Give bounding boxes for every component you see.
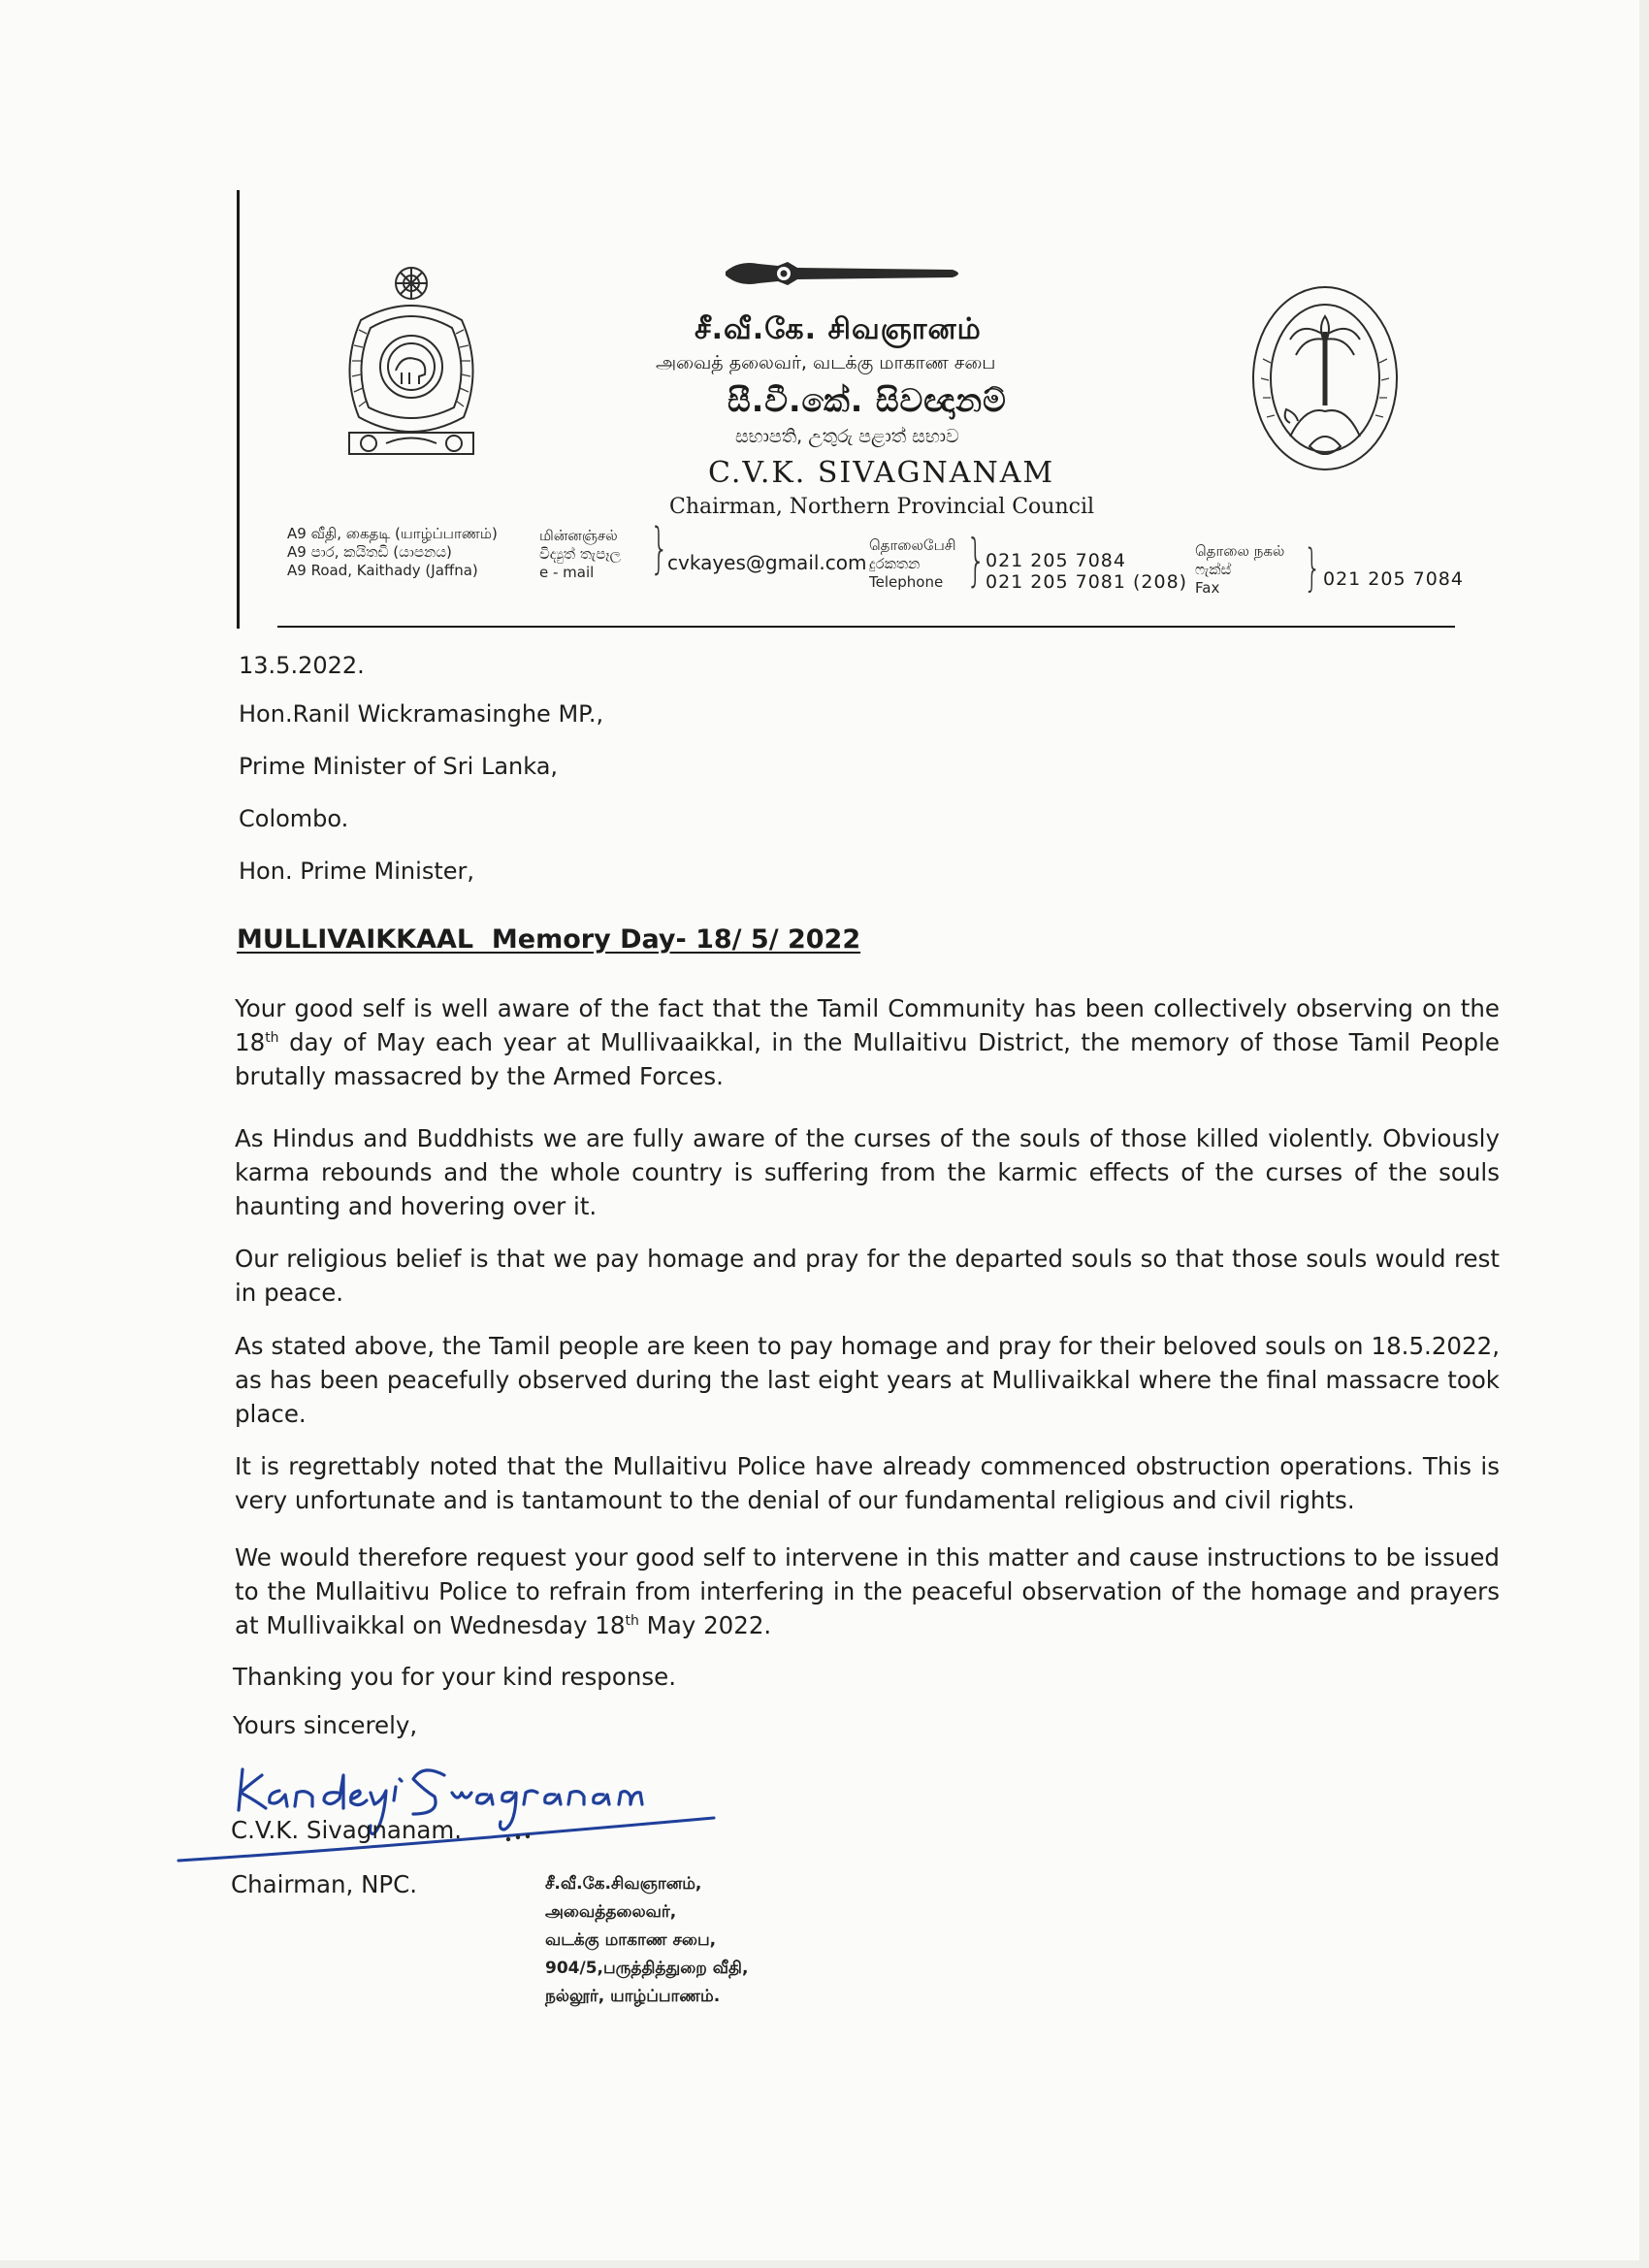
- fax-number: 021 205 7084: [1323, 568, 1464, 590]
- telephone-labels: [869, 536, 956, 592]
- paragraph-1: [235, 991, 1500, 1093]
- paragraph-5: It is regrettably noted that the Mullaitivu Police have already commenced obstruction operations. This is very unfortunate and is tantamount to the denial of our fundamental religious and civil rights.: [235, 1452, 1500, 1514]
- stamp-line: நல்லூர், யாழ்ப்பாணம்.: [545, 1987, 721, 2006]
- handwritten-signature: [171, 1736, 724, 1872]
- fax-label: ෆැක්ස්: [1195, 561, 1232, 578]
- letterhead-name-english: C.V.K. SIVAGNANAM: [708, 456, 1055, 490]
- telephone-label: දුරකතන: [869, 555, 921, 572]
- telephone-number: 021 205 7081 (208): [986, 571, 1188, 593]
- stamp-line: சீ.வீ.கே.சிவஞானம்,: [545, 1874, 702, 1894]
- recipient-line: Prime Minister of Sri Lanka,: [239, 753, 559, 780]
- telephone-numbers: [986, 550, 1187, 593]
- signatory-name: C.V.K. Sivagnanam.: [231, 1816, 463, 1844]
- recipient-line: Hon.Ranil Wickramasinghe MP.,: [239, 700, 604, 728]
- signatory-title: Chairman, NPC.: [231, 1870, 418, 1898]
- letterhead-title-sinhala: සභාපති, උතුරු පළාත් සභාව: [735, 426, 959, 447]
- letter-subject: MULLIVAIKKAAL Memory Day- 18/ 5/ 2022: [237, 924, 861, 955]
- brace-icon: }: [1304, 539, 1322, 598]
- telephone-label: தொலைபேசி: [869, 536, 956, 554]
- letterhead-address: [287, 525, 498, 580]
- stamp-line: 904/5,பருத்தித்துறை வீதி,: [545, 1959, 749, 1978]
- pen-ornament-icon: [720, 254, 968, 293]
- fax-label: Fax: [1195, 579, 1220, 597]
- recipient-line: Colombo.: [239, 805, 349, 832]
- thanks-line: Thanking you for your kind response.: [233, 1663, 676, 1691]
- salutation: Hon. Prime Minister,: [239, 858, 474, 885]
- paragraph-text: We would therefore request your good self to intervene in this matter and cause instructions to be issued to the Mullaitivu Police to refrain from interfering in the peaceful observation of the homage and prayers at Mullivaikkal on Wednesday 18: [235, 1543, 1500, 1639]
- stamp-line: வடக்கு மாகாண சபை,: [545, 1930, 717, 1950]
- address-stamp: [545, 1870, 748, 2011]
- paragraph-4: As stated above, the Tamil people are keen to pay homage and pray for their beloved souls on 18.5.2022, as has been peacefully observed during the last eight years at Mullivaikkal where the final massacre took place.: [235, 1332, 1500, 1428]
- fax-label: தொலை நகல்: [1195, 542, 1285, 560]
- telephone-number: 021 205 7084: [986, 550, 1126, 571]
- address-line: A9 පාර, කයිතඩි (යාපනය): [287, 543, 452, 561]
- letterhead-name-tamil: சீ.வீ.கே. சிவஞானம்: [695, 312, 982, 346]
- closing-line: Yours sincerely,: [233, 1711, 418, 1739]
- superscript: th: [625, 1612, 639, 1629]
- email-address[interactable]: cvkayes@gmail.com: [667, 551, 867, 574]
- letterhead-title-tamil: அவைத் தலைவர், வடக்கு மாகாண சபை: [656, 352, 996, 373]
- paragraph-text: May 2022.: [638, 1611, 772, 1639]
- letterhead-title-english: Chairman, Northern Provincial Council: [669, 495, 1095, 519]
- email-label: மின்னஞ்சல்: [539, 527, 618, 544]
- paragraph-6: [235, 1540, 1500, 1642]
- email-labels: [539, 527, 621, 582]
- paragraph-text: Your good self is well aware of the fact that the Tamil Community has been collectively observing on the 18: [235, 994, 1500, 1056]
- northern-provincial-council-emblem-icon: [1247, 281, 1403, 475]
- paragraph-2: As Hindus and Buddhists we are fully aware of the curses of the souls of those killed violently. Obviously karma rebounds and the whole country is suffering from the karmic effects of the curses of the souls haunting and hovering over it.: [235, 1124, 1500, 1220]
- letterhead-name-sinhala: සී.වී.කේ. සිවඥානම්: [728, 381, 1007, 419]
- paragraph-3: Our religious belief is that we pay homage and pray for the departed souls so that those souls would rest in peace.: [235, 1245, 1500, 1307]
- email-label: e - mail: [539, 564, 595, 581]
- email-label: විද්‍යුත් තැපෑල: [539, 545, 621, 563]
- sri-lanka-emblem-icon: [338, 262, 485, 462]
- paragraph-text: day of May each year at Mullivaaikkal, in the Mullaitivu District, the memory of those Tamil People brutally massacred by the Armed Forces.: [235, 1028, 1500, 1090]
- letterhead-horizontal-rule: [277, 626, 1455, 628]
- brace-icon: }: [966, 527, 986, 593]
- telephone-label: Telephone: [869, 573, 944, 591]
- brace-icon: }: [650, 517, 669, 580]
- superscript: th: [265, 1029, 279, 1046]
- address-line: A9 வீதி, கைதடி (யாழ்ப்பாணம்): [287, 525, 498, 542]
- letterhead-vertical-rule: [237, 190, 240, 629]
- stamp-line: அவைத்தலைவர்,: [545, 1902, 677, 1922]
- letter-date: 13.5.2022.: [239, 652, 365, 679]
- address-line: A9 Road, Kaithady (Jaffna): [287, 562, 478, 579]
- fax-labels: [1195, 542, 1284, 598]
